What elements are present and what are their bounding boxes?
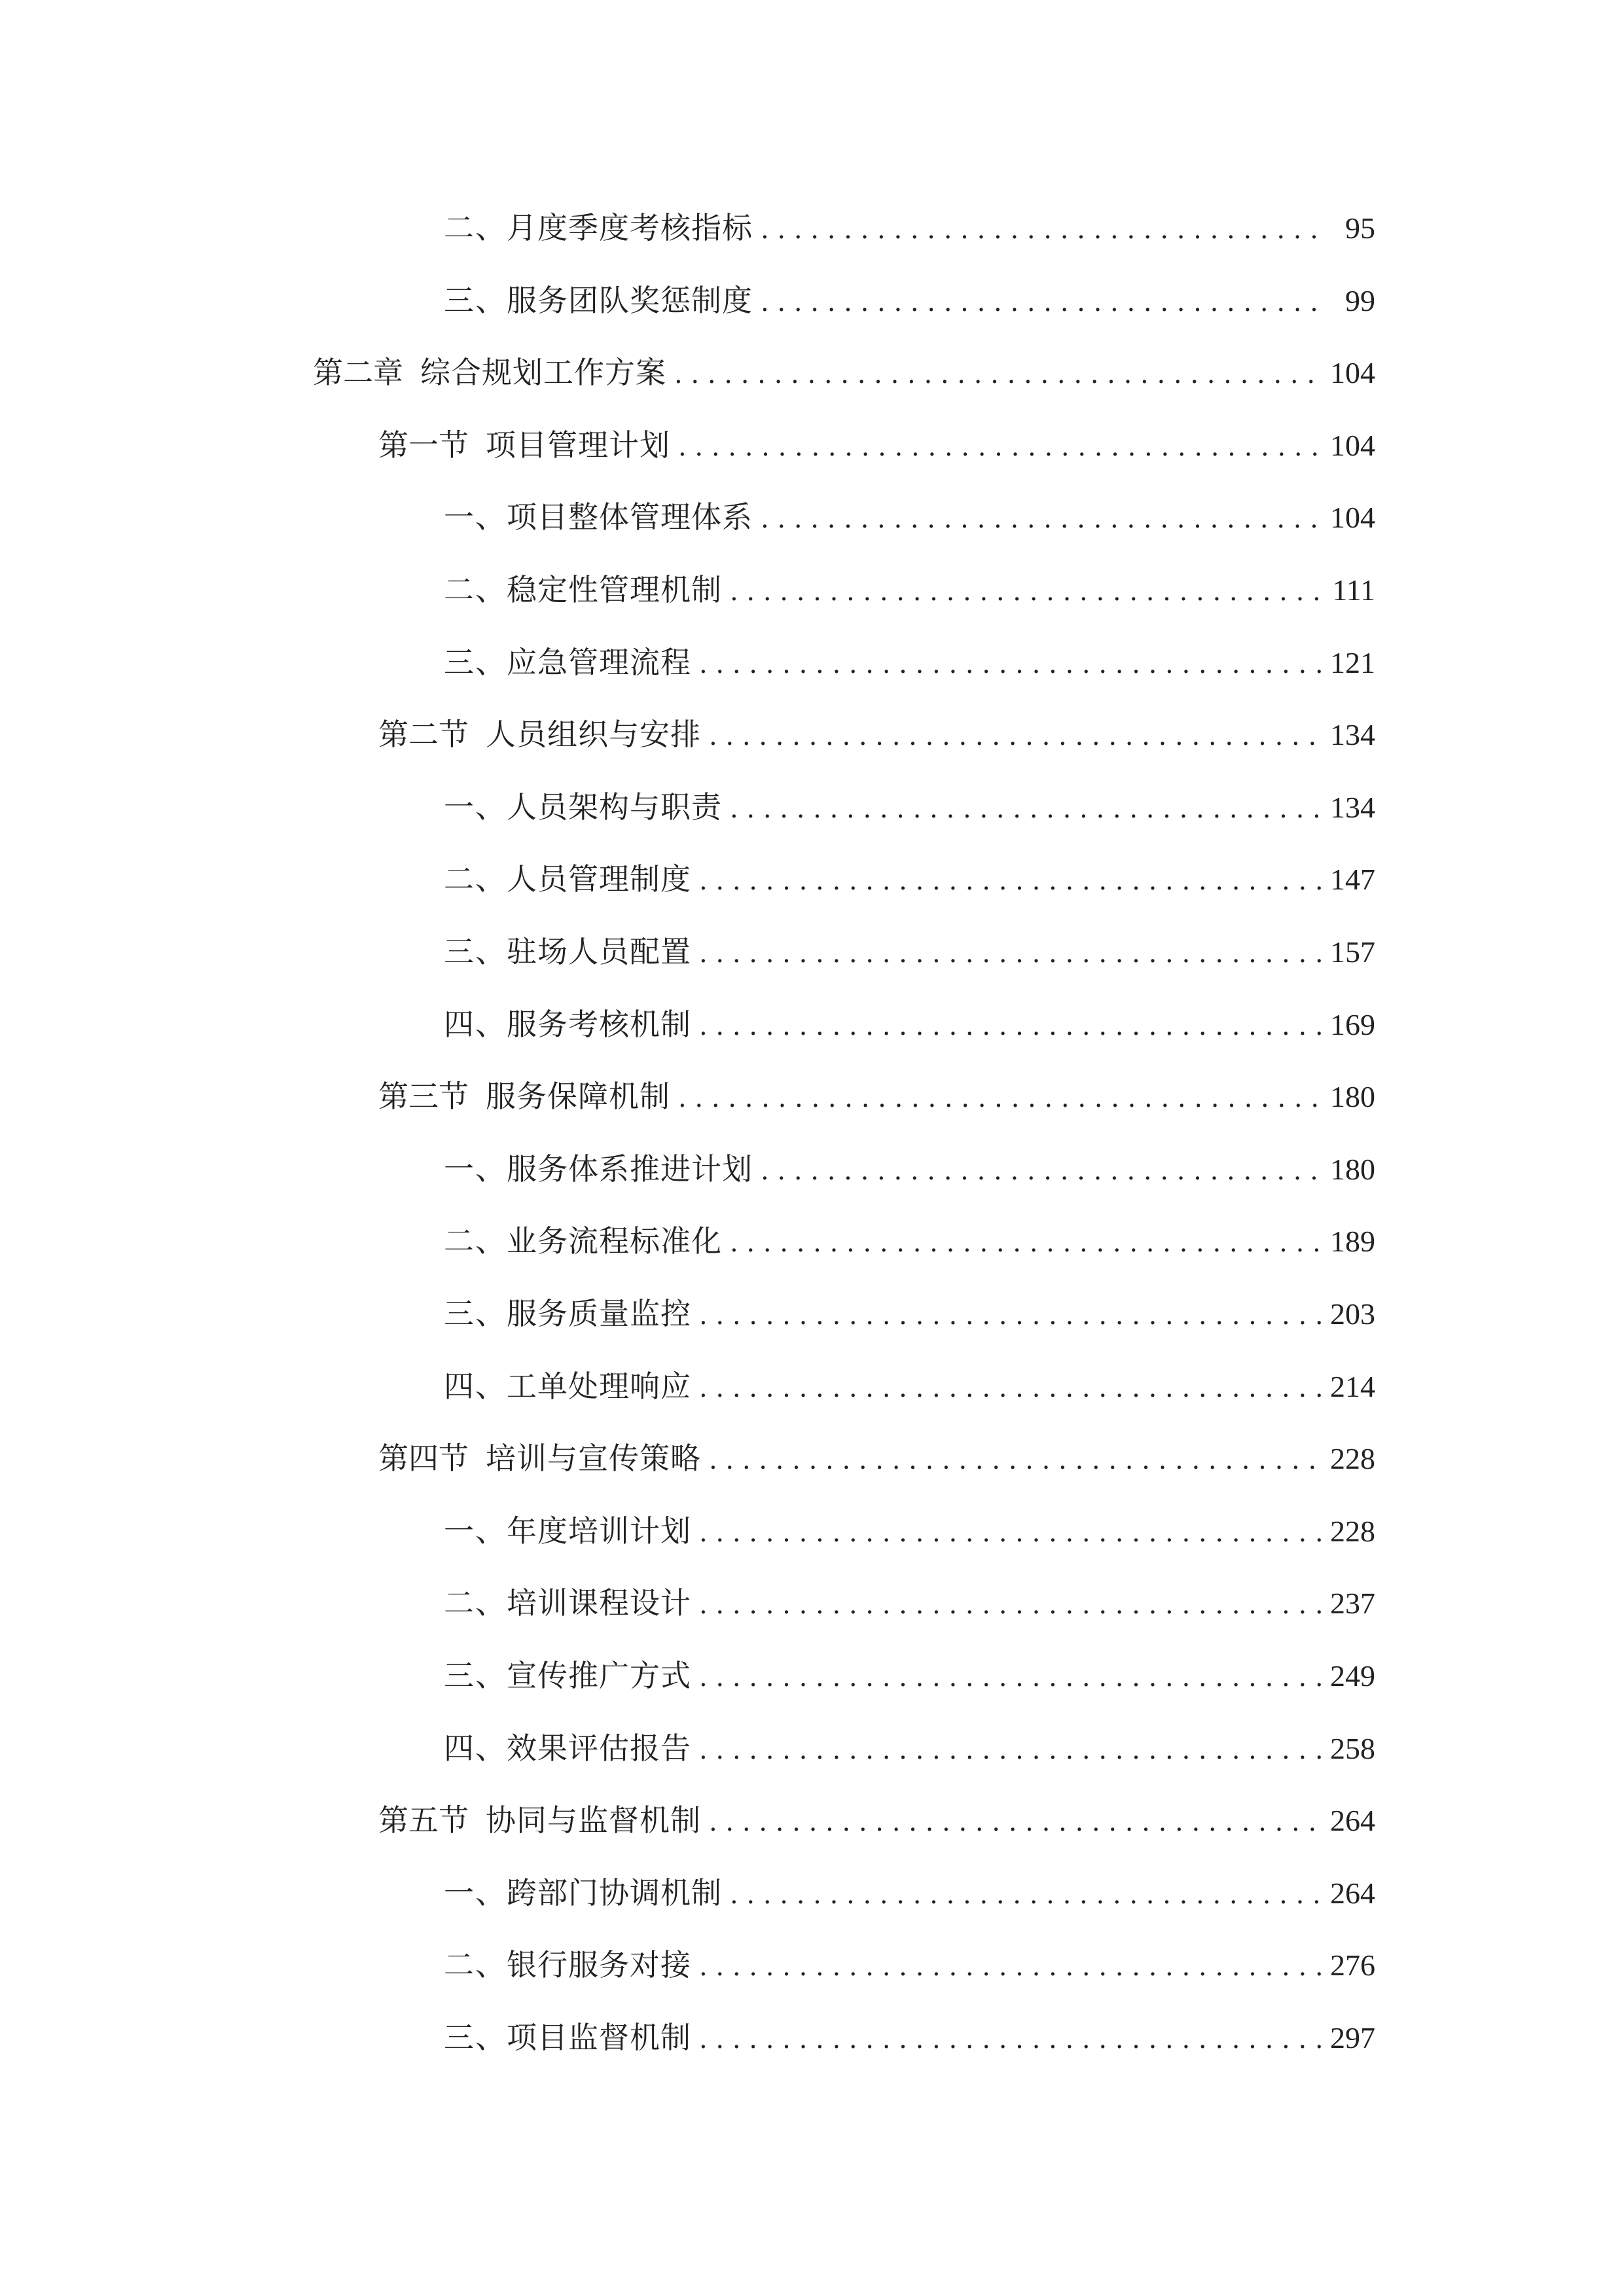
toc-entry-title: 效果评估报告 (507, 1730, 691, 1766)
dot-leader (761, 204, 1328, 256)
dot-leader (761, 493, 1322, 545)
toc-entry-page-number: 95 (1345, 211, 1375, 245)
toc-entry-number: 第二章 (313, 355, 403, 391)
dot-leader (699, 1724, 1322, 1776)
toc-entry-title: 服务体系推进计划 (507, 1151, 753, 1187)
toc-entry[interactable] (444, 1577, 1375, 1629)
toc-entry-title: 服务考核机制 (507, 1006, 691, 1042)
toc-entry-title: 业务流程标准化 (507, 1223, 722, 1259)
toc-entry-number: 二、 (444, 210, 507, 245)
toc-entry-number: 一、 (444, 499, 507, 535)
toc-entry-page-number: 169 (1330, 1007, 1375, 1041)
dot-leader (709, 710, 1322, 762)
dot-leader (730, 1869, 1322, 1921)
dot-leader (699, 927, 1322, 980)
toc-entry[interactable] (378, 419, 1375, 471)
toc-entry-number: 一、 (444, 789, 507, 825)
toc-entry[interactable] (444, 925, 1375, 978)
toc-entry[interactable] (444, 1505, 1375, 1557)
toc-entry[interactable] (444, 1649, 1375, 1702)
toc-entry-title: 人员架构与职责 (507, 789, 722, 825)
dot-leader (709, 1796, 1322, 1848)
dot-leader (699, 1289, 1322, 1342)
toc-entry-page-number: 264 (1330, 1876, 1375, 1910)
dot-leader (730, 783, 1322, 835)
toc-entry-number: 四、 (444, 1730, 507, 1766)
toc-entry-title: 工单处理响应 (507, 1368, 691, 1404)
toc-entry-title: 人员管理制度 (507, 861, 691, 897)
toc-entry-page-number: 111 (1332, 573, 1375, 607)
dot-leader (699, 1579, 1322, 1631)
dot-leader (730, 1217, 1322, 1269)
toc-entry-page-number: 121 (1330, 645, 1375, 679)
toc-entry[interactable] (378, 708, 1375, 761)
dot-leader (699, 1000, 1322, 1052)
toc-entry-number: 二、 (444, 572, 507, 607)
toc-entry[interactable] (313, 346, 1375, 399)
toc-entry-page-number: 214 (1330, 1369, 1375, 1403)
toc-entry-title: 培训课程设计 (507, 1585, 691, 1621)
toc-entry[interactable] (444, 1722, 1375, 1774)
toc-entry-title: 稳定性管理机制 (507, 572, 722, 607)
toc-entry-title: 综合规划工作方案 (420, 355, 666, 391)
dot-leader (761, 1145, 1322, 1197)
toc-entry-number: 二、 (444, 861, 507, 897)
toc-entry-number: 三、 (444, 644, 507, 680)
toc-entry[interactable] (378, 1070, 1375, 1122)
toc-entry[interactable] (444, 1287, 1375, 1340)
toc-entry-page-number: 180 (1330, 1080, 1375, 1114)
toc-entry-title: 项目整体管理体系 (507, 499, 753, 535)
toc-entry-title: 项目管理计划 (486, 427, 670, 463)
toc-entry-title: 人员组织与安排 (486, 717, 701, 753)
toc-entry[interactable] (444, 1215, 1375, 1267)
toc-entry[interactable] (444, 998, 1375, 1050)
toc-entry-number: 二、 (444, 1223, 507, 1259)
toc-entry-title: 跨部门协调机制 (507, 1874, 722, 1910)
toc-entry-number: 四、 (444, 1368, 507, 1404)
toc-entry[interactable] (444, 491, 1375, 543)
toc-entry-number: 三、 (444, 1296, 507, 1331)
dot-leader (678, 1072, 1322, 1124)
toc-entry-number: 三、 (444, 2020, 507, 2055)
toc-entry-page-number: 249 (1330, 1659, 1375, 1693)
toc-entry[interactable] (444, 1360, 1375, 1412)
toc-entry-page-number: 228 (1330, 1442, 1375, 1476)
toc-entry-title: 服务质量监控 (507, 1296, 691, 1331)
toc-entry[interactable] (444, 202, 1375, 254)
toc-entry-page-number: 104 (1330, 356, 1375, 390)
toc-entry-title: 宣传推广方式 (507, 1658, 691, 1693)
toc-entry-page-number: 99 (1345, 283, 1375, 317)
toc-entry[interactable] (444, 274, 1375, 327)
toc-entry-number: 第五节 (378, 1803, 469, 1839)
toc-entry-number: 第一节 (378, 427, 469, 463)
toc-entry-number: 第二节 (378, 717, 469, 753)
dot-leader (699, 1507, 1322, 1559)
toc-entry-title: 服务保障机制 (486, 1079, 670, 1115)
toc-entry-title: 项目监督机制 (507, 2020, 691, 2055)
dot-leader (699, 2013, 1322, 2066)
toc-entry-page-number: 180 (1330, 1152, 1375, 1186)
toc-entry-title: 协同与监督机制 (486, 1803, 701, 1839)
toc-entry[interactable] (444, 853, 1375, 905)
toc-entry-page-number: 203 (1330, 1297, 1375, 1331)
toc-entry-number: 一、 (444, 1151, 507, 1187)
toc-entry-title: 应急管理流程 (507, 644, 691, 680)
toc-entry-page-number: 258 (1330, 1731, 1375, 1765)
toc-entry-page-number: 157 (1330, 935, 1375, 969)
toc-entry-number: 一、 (444, 1874, 507, 1910)
toc-entry-page-number: 134 (1330, 790, 1375, 824)
toc-entry-number: 三、 (444, 934, 507, 969)
toc-entry-title: 培训与宣传策略 (486, 1441, 701, 1477)
toc-entry[interactable] (444, 2011, 1375, 2064)
dot-leader (730, 565, 1324, 618)
toc-entry-page-number: 276 (1330, 1948, 1375, 1982)
dot-leader (761, 276, 1328, 329)
dot-leader (699, 1651, 1322, 1704)
dot-leader (678, 421, 1322, 473)
toc-entry-number: 三、 (444, 1658, 507, 1693)
toc-entry-page-number: 134 (1330, 718, 1375, 752)
toc-entry[interactable] (444, 781, 1375, 833)
toc-entry-number: 三、 (444, 282, 507, 318)
toc-entry[interactable] (378, 1432, 1375, 1484)
toc-entry[interactable] (444, 636, 1375, 689)
toc-entry[interactable] (444, 1867, 1375, 1919)
toc-entry-title: 银行服务对接 (507, 1947, 691, 1983)
dot-leader (709, 1434, 1322, 1486)
toc-entry[interactable] (444, 1143, 1375, 1195)
toc-entry[interactable] (378, 1794, 1375, 1846)
toc-entry-number: 一、 (444, 1513, 507, 1549)
toc-entry[interactable] (444, 564, 1375, 616)
dot-leader (699, 1941, 1322, 1993)
dot-leader (699, 855, 1322, 907)
dot-leader (674, 348, 1322, 401)
toc-entry-page-number: 147 (1330, 863, 1375, 897)
toc-entry-page-number: 297 (1330, 2021, 1375, 2054)
toc-entry-page-number: 264 (1330, 1804, 1375, 1838)
toc-entry-page-number: 104 (1330, 428, 1375, 462)
dot-leader (699, 638, 1322, 691)
toc-entry-page-number: 237 (1330, 1587, 1375, 1621)
dot-leader (699, 1362, 1322, 1414)
toc-entry-number: 四、 (444, 1006, 507, 1042)
toc-entry-page-number: 189 (1330, 1225, 1375, 1259)
toc-entry-number: 二、 (444, 1585, 507, 1621)
toc-entry-page-number: 104 (1330, 501, 1375, 535)
toc-entry-title: 服务团队奖惩制度 (507, 282, 753, 318)
toc-entry-page-number: 228 (1330, 1514, 1375, 1548)
toc-entry-title: 月度季度考核指标 (507, 210, 753, 245)
toc-entry-number: 第四节 (378, 1441, 469, 1477)
toc-entry-number: 第三节 (378, 1079, 469, 1115)
toc-entry-title: 驻场人员配置 (507, 934, 691, 969)
toc-entry[interactable] (444, 1939, 1375, 1991)
toc-entry-number: 二、 (444, 1947, 507, 1983)
toc-entry-title: 年度培训计划 (507, 1513, 691, 1549)
